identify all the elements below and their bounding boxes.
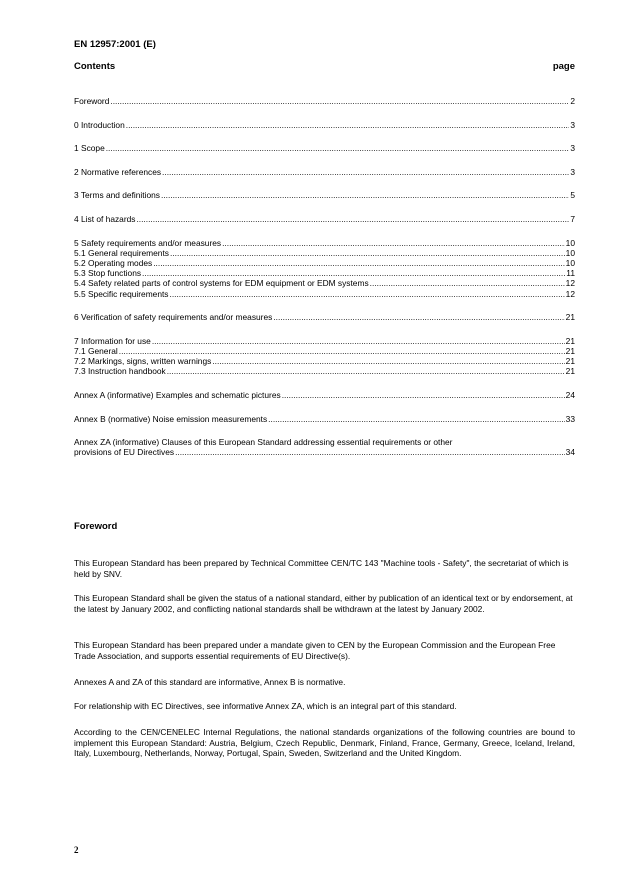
dot-leader — [152, 336, 565, 346]
toc-entry-page: 10 — [565, 247, 575, 258]
toc-entry-title: 5.2 Operating modes — [74, 257, 153, 268]
toc-entry-hazards[interactable] — [74, 214, 575, 224]
toc-entry-page: 21 — [565, 312, 575, 323]
dot-leader — [282, 390, 565, 400]
foreword-paragraph: This European Standard has been prepared under a mandate given to CEN by the European Commission and the European Free Trade Association, and supports essential requirements of EU Directive(s). — [74, 640, 556, 661]
toc-entry-title: 1 Scope — [74, 143, 105, 154]
toc-entry-title: 5 Safety requirements and/or measures — [74, 237, 222, 248]
toc-entry-title: 0 Introduction — [74, 119, 125, 130]
toc-entry-title: 5.1 General requirements — [74, 247, 169, 258]
toc-entry-introduction[interactable] — [74, 120, 575, 130]
dot-leader — [106, 143, 570, 153]
toc-entry-general-requirements[interactable] — [74, 248, 575, 258]
toc-entry-page: 21 — [565, 356, 575, 367]
toc-entry-page: 34 — [565, 447, 575, 458]
toc-entry-specific-requirements[interactable] — [74, 289, 575, 299]
page-column-label: page — [552, 61, 575, 72]
toc-entry-general[interactable] — [74, 346, 575, 356]
toc-entry-stop-functions[interactable] — [74, 268, 575, 278]
foreword-paragraph: For relationship with EC Directives, see informative Annex ZA, which is an integral part of this standard. — [74, 701, 457, 711]
dot-leader — [119, 346, 565, 356]
toc-entry-page: 21 — [565, 335, 575, 346]
toc-entry-normative-references[interactable] — [74, 167, 575, 177]
toc-entry-title: 3 Terms and definitions — [74, 190, 160, 201]
foreword-paragraph: This European Standard shall be given the status of a national standard, either by publication of an identical text or by endorsement, at the latest by January 2002, and conflicting national standards shall be withdrawn at the latest by January 2002. — [74, 593, 573, 614]
dot-leader — [162, 167, 569, 177]
toc-entry-instruction-handbook[interactable] — [74, 366, 575, 376]
toc-entry-foreword[interactable] — [74, 96, 575, 106]
toc-entry-page: 3 — [570, 119, 575, 130]
toc-entry-title: Foreword — [74, 96, 110, 106]
toc-entry-title: Annex A (informative) Examples and schematic pictures — [74, 389, 281, 400]
toc-entry-page: 3 — [570, 143, 575, 154]
toc-entry-information-for-use[interactable] — [74, 336, 575, 346]
dot-leader — [126, 120, 570, 130]
toc-entry-markings[interactable] — [74, 356, 575, 366]
dot-leader — [370, 278, 565, 288]
toc-entry-title: 7.2 Markings, signs, written warnings — [74, 356, 212, 367]
table-of-contents — [74, 96, 575, 458]
toc-entry-title: 7 Information for use — [74, 335, 151, 346]
toc-entry-page: 7 — [570, 213, 575, 224]
foreword-heading: Foreword — [74, 521, 118, 532]
toc-entry-page: 33 — [565, 413, 575, 424]
toc-entry-page: 11 — [566, 268, 575, 279]
dot-leader — [273, 312, 564, 322]
toc-entry-title: provisions of EU Directives — [74, 447, 175, 458]
toc-entry-page: 2 — [570, 96, 575, 106]
toc-entry-page: 3 — [570, 166, 575, 177]
foreword-paragraph: This European Standard has been prepared by Technical Committee CEN/TC 143 "Machine tools - Safety", the secretariat of which is held by SNV. — [74, 558, 569, 579]
dot-leader — [142, 268, 565, 278]
toc-entry-operating-modes[interactable] — [74, 258, 575, 268]
dot-leader — [110, 96, 569, 106]
dot-leader — [212, 356, 564, 366]
toc-entry-page: 12 — [565, 288, 575, 299]
foreword-paragraph: According to the CEN/CENELEC Internal Regulations, the national standards organizations of the following countries are bound to implement this European Standard: Austria, Belgium, Czech Republic, Denmark, Finland, France, Germany, Greece, Iceland, Ireland, Italy, Luxembourg, Netherlands, Norway, Portugal, Spain, Sweden, Switzerland and the United Kingdom. — [74, 727, 575, 758]
toc-entry-title: 4 List of hazards — [74, 213, 136, 224]
toc-entry-annex-a[interactable] — [74, 390, 575, 400]
dot-leader — [170, 289, 565, 299]
toc-entry-annex-za[interactable] — [74, 447, 575, 457]
toc-entry-title: 5.4 Safety related parts of control systems for EDM equipment or EDM systems — [74, 278, 369, 289]
toc-entry-page: 12 — [565, 278, 575, 289]
toc-entry-control-systems[interactable] — [74, 278, 575, 288]
foreword-paragraph: Annexes A and ZA of this standard are informative, Annex B is normative. — [74, 677, 346, 687]
toc-entry-page: 10 — [565, 237, 575, 248]
contents-label: Contents — [74, 61, 116, 72]
toc-entry-title: 6 Verification of safety requirements and/or measures — [74, 312, 273, 323]
dot-leader — [167, 366, 565, 376]
toc-entry-title: 7.3 Instruction handbook — [74, 366, 166, 377]
toc-entry-annex-za-line1[interactable]: Annex ZA (informative) Clauses of this European Standard addressing essential requirements or other — [74, 437, 453, 448]
toc-entry-title: 5.5 Specific requirements — [74, 288, 169, 299]
standard-identifier: EN 12957:2001 (E) — [74, 39, 156, 50]
page-number: 2 — [74, 845, 79, 855]
toc-entry-page: 21 — [565, 366, 575, 377]
dot-leader — [136, 214, 569, 224]
contents-heading — [74, 61, 575, 72]
toc-entry-annex-b[interactable] — [74, 414, 575, 424]
dot-leader — [161, 190, 569, 200]
dot-leader — [153, 258, 564, 268]
toc-entry-scope[interactable] — [74, 143, 575, 153]
toc-entry-title: 7.1 General — [74, 345, 118, 356]
toc-entry-title: 2 Normative references — [74, 166, 162, 177]
dot-leader — [268, 414, 565, 424]
toc-entry-title: Annex B (normative) Noise emission measurements — [74, 413, 268, 424]
toc-entry-terms[interactable] — [74, 190, 575, 200]
toc-entry-page: 5 — [570, 190, 575, 201]
toc-entry-page: 21 — [565, 345, 575, 356]
dot-leader — [175, 447, 565, 457]
dot-leader — [222, 238, 565, 248]
toc-entry-verification[interactable] — [74, 312, 575, 322]
dot-leader — [170, 248, 565, 258]
toc-entry-page: 24 — [565, 389, 575, 400]
toc-entry-title: 5.3 Stop functions — [74, 268, 142, 279]
toc-entry-page: 10 — [565, 257, 575, 268]
toc-entry-safety-requirements[interactable] — [74, 238, 575, 248]
